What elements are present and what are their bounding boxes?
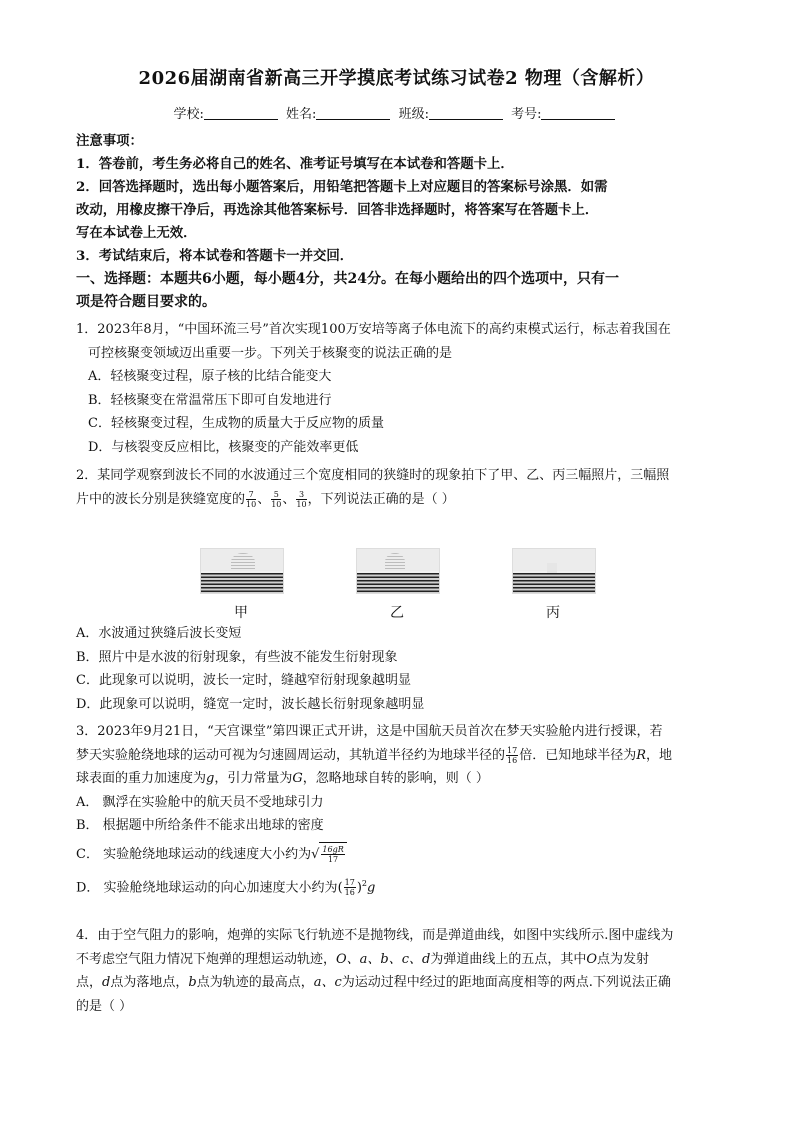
q2-stem-pre: 片中的波长分别是狭缝宽度的 — [76, 491, 246, 507]
exam-number-blank[interactable] — [541, 107, 615, 120]
fraction-5-10: $\frac{5}{10}$ — [271, 489, 282, 509]
q1-option-b: B．轻核聚变在常温常压下即可自发地进行 — [88, 392, 332, 408]
question-2 — [76, 464, 716, 511]
question-1 — [76, 318, 716, 459]
q2-stem-line-2 — [76, 488, 716, 512]
class-label: 班级: — [398, 107, 429, 122]
fraction-3-10: $\frac{3}{10}$ — [296, 489, 307, 509]
photo-caption-bing: 丙 — [546, 605, 560, 621]
q3-option-b: B． 根据题中所给条件不能求出地球的密度 — [76, 818, 324, 833]
exam-number-label: 考号: — [511, 107, 542, 122]
q1-stem-line-1: 1．2023年8月，“中国环流三号”首次实现100万安培等离子体电流下的高约束模式运行，标志着我国在 — [76, 322, 671, 337]
q2-option-d: D．此现象可以说明，缝宽一定时，波长越长衍射现象越明显 — [76, 696, 425, 712]
question-2-options — [76, 622, 716, 716]
q4-line-2: 不考虑空气阻力情况下炮弹的理想运动轨迹，O、a、b、c、d为弹道曲线上的五点，其中O点为发射 — [76, 951, 650, 967]
q3-option-a: A． 飘浮在实验舱中的航天员不受地球引力 — [76, 794, 324, 810]
question-3 — [76, 720, 716, 900]
fraction-17-16: $\frac{17}{16}$ — [507, 745, 518, 765]
note-2-line-1: 2．回答选择题时，选出每小题答案后，用铅笔把答题卡上对应题目的答案标号涂黑．如需 — [76, 179, 608, 195]
q2-photos — [0, 548, 793, 624]
q3-option-d: D． 实验舱绕地球运动的向心加速度大小约为( $\frac{17}{16}$ )$^2$g — [76, 878, 376, 898]
notes-section — [76, 130, 716, 314]
name-blank[interactable] — [316, 107, 390, 120]
q2-option-c: C．此现象可以说明，波长一定时，缝越窄衍射现象越明显 — [76, 673, 411, 688]
section-1-heading-line-2: 项是符合题目要求的。 — [76, 294, 216, 310]
q2-option-b: B．照片中是水波的衍射现象，有些波不能发生衍射现象 — [76, 649, 398, 665]
photo-jia — [200, 548, 284, 594]
student-info-line — [0, 103, 793, 122]
q2-option-a: A．水波通过狭缝后波长变短 — [76, 626, 242, 641]
school-label: 学校: — [173, 107, 204, 122]
q1-option-d: D．与核裂变反应相比，核聚变的产能效率更低 — [88, 439, 359, 455]
note-3: 3．考试结束后，将本试卷和答题卡一并交回． — [76, 248, 354, 264]
sqrt-expression: √ $\frac{16gR}{17}$ — [311, 842, 347, 867]
q1-stem-line-2: 可控核聚变领域迈出重要一步。下列关于核聚变的说法正确的是 — [88, 345, 453, 361]
q2-stem-post: ，下列说法正确的是（ ） — [307, 491, 455, 507]
photo-caption-yi: 乙 — [390, 605, 404, 621]
q4-line-1: 4．由于空气阻力的影响，炮弹的实际飞行轨迹不是抛物线，而是弹道曲线，如图中实线所示.图中虚线为 — [76, 928, 674, 943]
q2-stem-line-1: 2．某同学观察到波长不同的水波通过三个宽度相同的狭缝时的现象拍下了甲、乙、丙三幅照片，三幅照 — [76, 468, 670, 483]
q4-line-3: 点，d点为落地点，b点为轨迹的最高点，a、c为运动过程中经过的距地面高度相等的两点.下列说法正确 — [76, 975, 671, 990]
notes-heading: 注意事项： — [76, 133, 143, 149]
q3-stem-line-3: 球表面的重力加速度为g，引力常量为G，忽略地球自转的影响，则（ ） — [76, 771, 489, 786]
class-blank[interactable] — [429, 107, 503, 120]
photo-bing — [512, 548, 596, 594]
q1-option-c: C．轻核聚变过程，生成物的质量大于反应物的质量 — [88, 416, 384, 431]
q4-line-4: 的是（ ） — [76, 998, 133, 1014]
question-4 — [76, 924, 716, 1018]
exam-title: 2026届湖南省新高三开学摸底考试练习试卷2 物理（含解析） — [138, 68, 655, 89]
fraction-7-10: $\frac{7}{10}$ — [246, 489, 257, 509]
note-2-line-2: 改动，用橡皮擦干净后，再选涂其他答案标号．回答非选择题时，将答案写在答题卡上． — [76, 202, 599, 218]
school-blank[interactable] — [204, 107, 278, 120]
note-2-line-3: 写在本试卷上无效． — [76, 225, 197, 241]
sep-1: 、 — [257, 491, 271, 507]
note-1: 1．答卷前，考生务必将自己的姓名、准考证号填写在本试卷和答题卡上． — [76, 156, 514, 172]
sep-2: 、 — [282, 491, 296, 507]
q3-stem-line-1: 3．2023年9月21日，“天宫课堂”第四课正式开讲，这是中国航天员首次在梦天实验舱内进行授课，若 — [76, 724, 663, 739]
q3-stem-line-2: 梦天实验舱绕地球的运动可视为匀速圆周运动，其轨道半径约为地球半径的 $\frac{17}{16}$ 倍．已知地球半径为R，地 — [76, 745, 673, 765]
q1-option-a: A．轻核聚变过程，原子核的比结合能变大 — [88, 369, 332, 384]
photo-caption-jia: 甲 — [234, 605, 248, 621]
q3-option-c: C． 实验舱绕地球运动的线速度大小约为√ $\frac{16gR}{17}$ — [76, 842, 716, 867]
name-label: 姓名: — [286, 107, 317, 122]
photo-yi — [356, 548, 440, 594]
section-1-heading-line-1: 一、选择题：本题共6小题，每小题4分，共24分。在每小题给出的四个选项中，只有一 — [76, 271, 619, 287]
